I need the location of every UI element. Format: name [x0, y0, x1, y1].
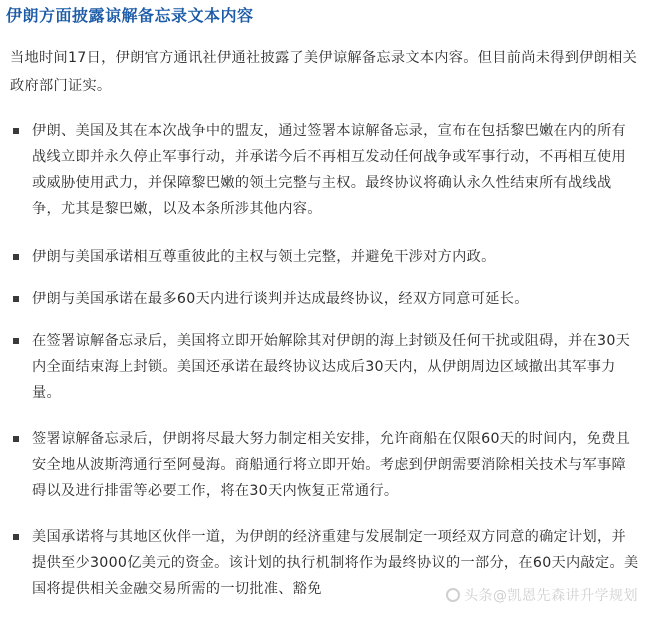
list-item-text: 伊朗与美国承诺在最多60天内进行谈判并达成最终协议，经双方同意可延长。 — [32, 291, 529, 307]
bullet-square-icon — [13, 128, 19, 134]
list-item-text: 签署谅解备忘录后，伊朗将尽最大努力制定相关安排，允许商船在仅限60天的时间内，免费且安全地从波斯湾通行至阿曼海。商船通行将立即开始。考虑到伊朗需要消除相关技术与军事障碍以及进行排雷等必要工作，将在30天内恢复正常通行。 — [32, 431, 631, 499]
list-item-text: 美国承诺将与其地区伙伴一道，为伊朗的经济重建与发展制定一项经双方同意的确定计划，并提供至少3000亿美元的资金。该计划的执行机制将作为最终协议的一部分，在60天内敲定。美国将提供相关金融交易所需的一切批准、豁免 — [32, 529, 639, 597]
list-item-text: 在签署谅解备忘录后，美国将立即开始解除其对伊朗的海上封锁及任何干扰或阻碍，并在30天内全面结束海上封锁。美国还承诺在最终协议达成后30天内，从伊朗周边区域撤出其军事力量。 — [32, 333, 631, 401]
article-heading: 伊朗方面披露谅解备忘录文本内容 — [6, 6, 254, 25]
bullet-square-icon — [13, 338, 19, 344]
toutiao-logo-icon — [446, 588, 460, 602]
list-item-text: 伊朗、美国及其在本次战争中的盟友，通过签署本谅解备忘录，宣布在包括黎巴嫩在内的所有战线立即并永久停止军事行动，并承诺今后不再相互发动任何战争或军事行动，不再相互使用或威胁使用武力，并保障黎巴嫩的领土完整与主权。最终协议将确认永久性结束所有战线战争，尤其是黎巴嫩，以及本条所涉其他内容。 — [32, 123, 626, 217]
watermark-text: 头条@凯恩先森讲升学规划 — [464, 588, 638, 604]
bullet-square-icon — [13, 254, 19, 260]
list-item-text: 伊朗与美国承诺相互尊重彼此的主权与领土完整，并避免干涉对方内政。 — [32, 249, 496, 265]
article-intro: 当地时间17日，伊朗官方通讯社伊通社披露了美伊谅解备忘录文本内容。但目前尚未得到伊朗相关政府部门证实。 — [10, 50, 638, 94]
bullet-square-icon — [13, 436, 19, 442]
bullet-square-icon — [13, 296, 19, 302]
watermark — [446, 586, 638, 606]
bullet-square-icon — [13, 534, 19, 540]
